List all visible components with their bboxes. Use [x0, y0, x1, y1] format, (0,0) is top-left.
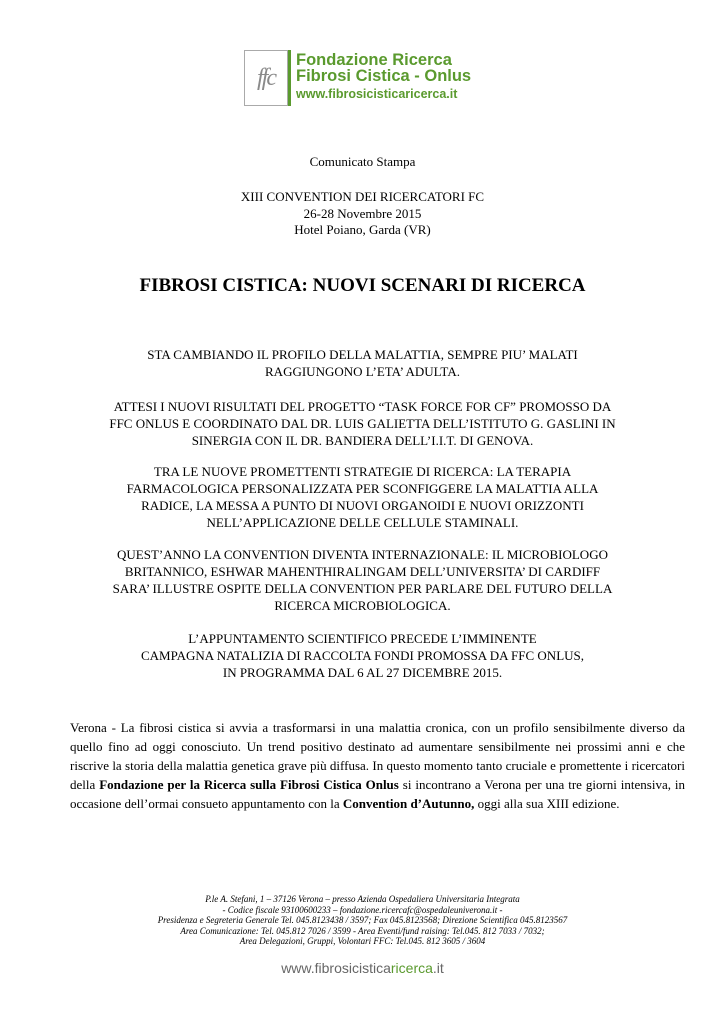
footer-website-link[interactable]	[0, 960, 725, 976]
highlight-line: NELL’APPLICAZIONE DELLE CELLULE STAMINALI.	[206, 515, 519, 530]
highlight-line: RICERCA MICROBIOLOGICA.	[274, 598, 451, 613]
website-text: .it	[432, 960, 444, 976]
event-location: Hotel Poiano, Garda (VR)	[294, 222, 431, 237]
logo-website: www.fibrosicisticaricerca.it	[296, 87, 458, 101]
body-text: si incontrano a Verona per una tre giorni intensiva, in occasione dell’ormai consueto appuntamento con la	[70, 777, 686, 811]
highlight-line: L’APPUNTAMENTO SCIENTIFICO PRECEDE L’IMMINENTE	[188, 631, 537, 646]
highlight-line: RADICE, LA MESSA A PUNTO DI NUOVI ORGANOIDI E NUOVI ORIZZONTI	[141, 498, 584, 513]
highlight-line: SINERGIA CON IL DR. BANDIERA DELL’I.I.T. DI GENOVA.	[191, 433, 534, 448]
footer-line: Presidenza e Segreteria Generale Tel. 045.8123438 / 3597; Fax 045.8123568; Direzione Scientifica 045.8123567	[157, 915, 568, 925]
highlight-5	[0, 630, 725, 681]
logo-name-line1: Fondazione Ricerca	[296, 51, 452, 69]
footer-contacts	[0, 894, 725, 947]
press-release-label: Comunicato Stampa	[309, 154, 416, 169]
highlight-1	[0, 346, 725, 380]
highlight-3	[0, 463, 725, 531]
website-text: www.fibrosicistica	[281, 960, 391, 976]
website-text-accent: ricerca	[390, 960, 433, 976]
highlight-line: IN PROGRAMMA DAL 6 AL 27 DICEMBRE 2015.	[222, 665, 503, 680]
highlight-line: CAMPAGNA NATALIZIA DI RACCOLTA FONDI PROMOSSA DA FFC ONLUS,	[140, 648, 584, 663]
footer-line: Area Delegazioni, Gruppi, Volontari FFC: Tel.045. 812 3605 / 3604	[239, 936, 486, 946]
logo-name-line2: Fibrosi Cistica - Onlus	[296, 67, 472, 85]
event-dates: 26-28 Novembre 2015	[303, 206, 422, 221]
highlight-4	[0, 546, 725, 614]
highlight-2	[0, 398, 725, 449]
highlight-line: STA CAMBIANDO IL PROFILO DELLA MALATTIA, SEMPRE PIU’ MALATI	[147, 347, 578, 362]
convention-name: Convention d’Autunno,	[342, 796, 475, 811]
body-text: Verona - La fibrosi cistica si avvia a trasformarsi in una malattia cronica, con un profilo sensibilmente diverso da quello fino ad oggi conosciuto. Un trend positivo destinato ad aumentare sensibilmente nei prossimi anni e che riscrive la storia della malattia genetica grave più diffusa. In questo momento tanto cruciale e promettente i ricercatori della	[70, 720, 685, 792]
highlight-line: FFC ONLUS E COORDINATO DAL DR. LUIS GALIETTA DELL’ISTITUTO G. GASLINI IN	[109, 416, 616, 431]
logo-accent-bar	[288, 50, 291, 106]
footer-line: Area Comunicazione: Tel. 045.812 7026 / 3599 - Area Eventi/fund raising: Tel.045. 812 7033 / 7032;	[180, 925, 545, 936]
body-paragraph	[70, 718, 685, 813]
ffc-logo-mark: ffc	[244, 50, 288, 106]
footer-line: - Codice fiscale 93100600233 – fondazione.ricercafc@ospedaleuniverona.it -	[222, 904, 503, 915]
logo-text	[296, 50, 471, 102]
highlight-line: QUEST’ANNO LA CONVENTION DIVENTA INTERNAZIONALE: IL MICROBIOLOGO	[117, 547, 608, 562]
highlight-line: FARMACOLOGICA PERSONALIZZATA PER SCONFIGGERE LA MALATTIA ALLA	[126, 481, 599, 496]
highlight-line: TRA LE NUOVE PROMETTENTI STRATEGIE DI RICERCA: LA TERAPIA	[153, 464, 572, 479]
highlight-line: BRITANNICO, ESHWAR MAHENTHIRALINGAM DELL’UNIVERSITA’ DI CARDIFF	[124, 564, 601, 579]
highlight-line: SARA’ ILLUSTRE OSPITE DELLA CONVENTION PER PARLARE DEL FUTURO DELLA	[112, 581, 613, 596]
body-text: oggi alla sua XIII edizione.	[474, 796, 620, 811]
footer-line: P.le A. Stefani, 1 – 37126 Verona – presso Azienda Ospedaliera Universitaria Integrata	[205, 894, 520, 904]
foundation-name: Fondazione per la Ricerca sulla Fibrosi Cistica Onlus	[99, 777, 399, 792]
ffc-logo	[244, 50, 471, 106]
event-name: XIII CONVENTION DEI RICERCATORI FC	[240, 189, 485, 204]
page-title: FIBROSI CISTICA: NUOVI SCENARI DI RICERCA	[139, 275, 586, 296]
highlight-line: RAGGIUNGONO L’ETA’ ADULTA.	[265, 364, 460, 379]
highlight-line: ATTESI I NUOVI RISULTATI DEL PROGETTO “TASK FORCE FOR CF” PROMOSSO DA	[113, 399, 612, 414]
